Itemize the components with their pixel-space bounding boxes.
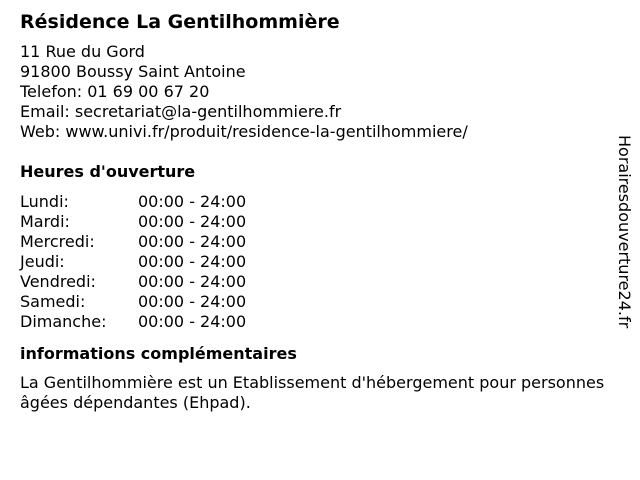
info-description: La Gentilhommière est un Etablissement d'hébergement pour personnes âgées dépendantes (Ehpad).	[20, 373, 605, 412]
time-value: 00:00 - 24:00	[138, 232, 247, 251]
day-label: Mardi:	[20, 212, 70, 231]
day-label: Lundi:	[20, 192, 69, 211]
hours-heading: Heures d'ouverture	[20, 162, 196, 181]
time-value: 00:00 - 24:00	[138, 212, 247, 231]
hours-row-thursday	[20, 252, 246, 272]
hours-row-friday	[20, 272, 246, 292]
street-line: 11 Rue du Gord	[20, 42, 145, 61]
phone-line: Telefon: 01 69 00 67 20	[20, 82, 210, 101]
web-line: Web: www.univi.fr/produit/residence-la-gentilhommiere/	[20, 122, 468, 141]
time-value: 00:00 - 24:00	[138, 312, 247, 331]
day-label: Mercredi:	[20, 232, 95, 251]
day-label: Vendredi:	[20, 272, 96, 291]
hours-row-sunday	[20, 312, 246, 332]
time-value: 00:00 - 24:00	[138, 272, 247, 291]
email-line: Email: secretariat@la-gentilhommiere.fr	[20, 102, 342, 121]
hours-table	[20, 192, 246, 332]
hours-row-wednesday	[20, 232, 246, 252]
site-watermark: Horairesdouverture24.fr	[615, 135, 634, 329]
time-value: 00:00 - 24:00	[138, 292, 247, 311]
address-block	[20, 42, 610, 142]
info-heading: informations complémentaires	[20, 344, 297, 363]
residence-card	[20, 10, 610, 413]
day-label: Samedi:	[20, 292, 86, 311]
day-label: Dimanche:	[20, 312, 107, 331]
page-title: Résidence La Gentilhommière	[20, 11, 340, 33]
city-line: 91800 Boussy Saint Antoine	[20, 62, 246, 81]
hours-row-monday	[20, 192, 246, 212]
day-label: Jeudi:	[20, 252, 65, 271]
hours-row-tuesday	[20, 212, 246, 232]
time-value: 00:00 - 24:00	[138, 192, 247, 211]
time-value: 00:00 - 24:00	[138, 252, 247, 271]
hours-row-saturday	[20, 292, 246, 312]
